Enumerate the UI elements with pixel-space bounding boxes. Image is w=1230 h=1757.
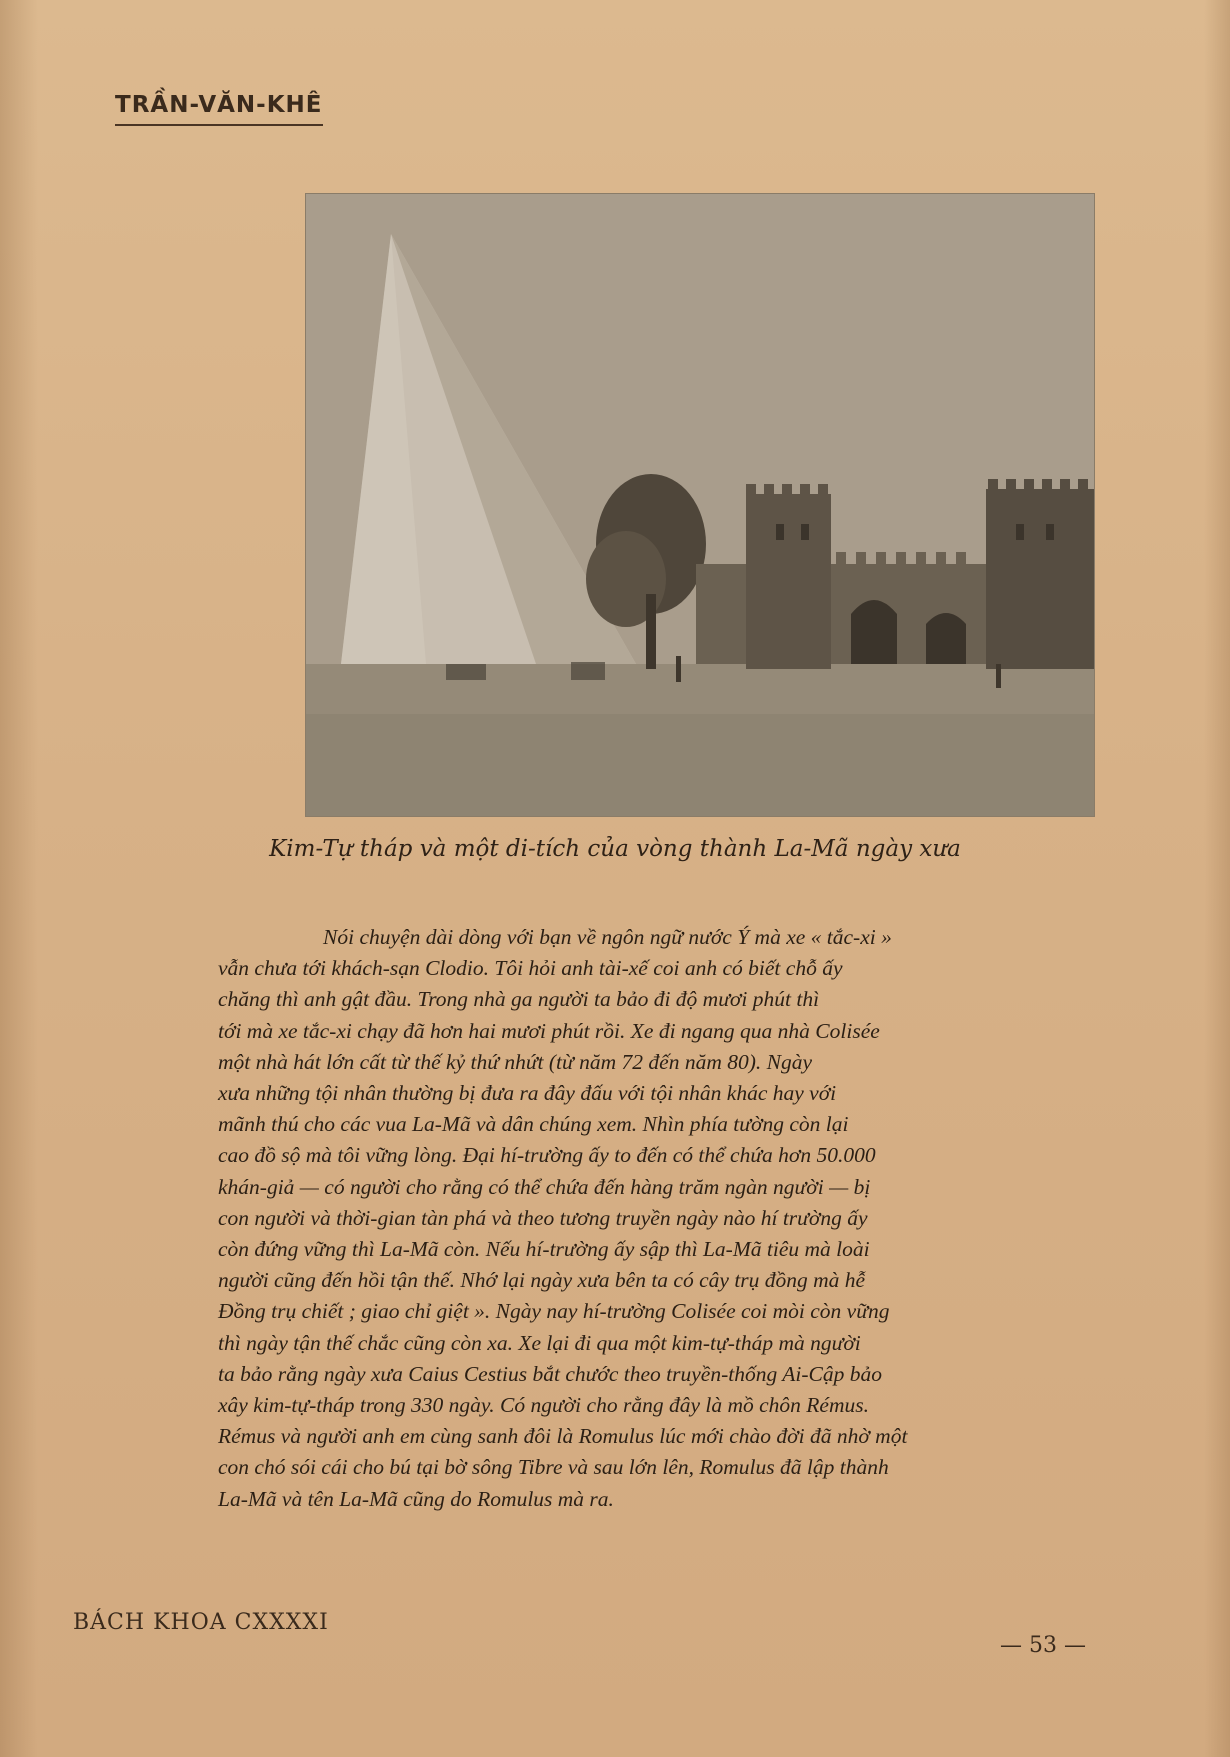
article-line: còn đứng vững thì La-Mã còn. Nếu hí-trường ấy sập thì La-Mã tiêu mà loài	[218, 1237, 870, 1262]
article-line: xây kim-tự-tháp trong 330 ngày. Có người cho rằng đây là mồ chôn Rémus.	[218, 1393, 869, 1418]
figure-caption: Kim-Tự tháp và một di-tích của vòng thành La-Mã ngày xưa	[269, 836, 961, 862]
photo-pyramid-and-city-wall	[305, 193, 1095, 817]
photo-illustration	[306, 194, 1094, 816]
article-line: một nhà hát lớn cất từ thế kỷ thứ nhứt (từ năm 72 đến năm 80). Ngày	[218, 1049, 813, 1074]
article-line: con người và thời-gian tàn phá và theo tương truyền ngày nào hí trường ấy	[218, 1205, 868, 1230]
article-line: chăng thì anh gật đầu. Trong nhà ga người ta bảo đi độ mươi phút thì	[218, 987, 820, 1012]
article-line: ta bảo rằng ngày xưa Caius Cestius bắt chước theo truyền-thống Ai-Cập bảo	[218, 1361, 882, 1386]
page-number: — 53 —	[1000, 1633, 1086, 1658]
article-line: người cũng đến hồi tận thế. Nhớ lại ngày xưa bên ta có cây trụ đồng mà hễ	[218, 1268, 866, 1293]
publication-footer: BÁCH KHOA CXXXXI	[73, 1610, 329, 1635]
article-line: Rémus và người anh em cùng sanh đôi là Romulus lúc mới chào đời đã nhờ một	[218, 1424, 908, 1449]
article-line: tới mà xe tắc-xi chạy đã hơn hai mươi phút rồi. Xe đi ngang qua nhà Colisée	[218, 1018, 880, 1043]
article-line: Nói chuyện dài dòng với bạn về ngôn ngữ nước Ý mà xe « tắc-xi »	[323, 925, 892, 949]
article-line: xưa những tội nhân thường bị đưa ra đây đấu với tội nhân khác hay với	[218, 1081, 837, 1106]
article-line: mãnh thú cho các vua La-Mã và dân chúng xem. Nhìn phía tường còn lại	[218, 1112, 849, 1137]
article-line: vẫn chưa tới khách-sạn Clodio. Tôi hỏi anh tài-xế coi anh có biết chỗ ấy	[218, 956, 843, 981]
article-line: La-Mã và tên La-Mã cũng do Romulus mà ra.	[218, 1486, 614, 1511]
article-line: cao đồ sộ mà tôi vững lòng. Đại hí-trường ấy to đến có thể chứa hơn 50.000	[218, 1143, 876, 1168]
author-header: TRẦN-VĂN-KHÊ	[115, 92, 323, 126]
article-line: thì ngày tận thế chắc cũng còn xa. Xe lại đi qua một kim-tự-tháp mà người	[218, 1330, 861, 1355]
article-line: khán-giả — có người cho rằng có thể chứa đến hàng trăm ngàn người — bị	[218, 1174, 871, 1199]
article-line: Đồng trụ chiết ; giao chỉ giệt ». Ngày nay hí-trường Colisée coi mòi còn vững	[218, 1299, 890, 1324]
article-line: con chó sói cái cho bú tại bờ sông Tibre và sau lớn lên, Romulus đã lập thành	[218, 1455, 889, 1480]
article-body	[218, 922, 1130, 1515]
